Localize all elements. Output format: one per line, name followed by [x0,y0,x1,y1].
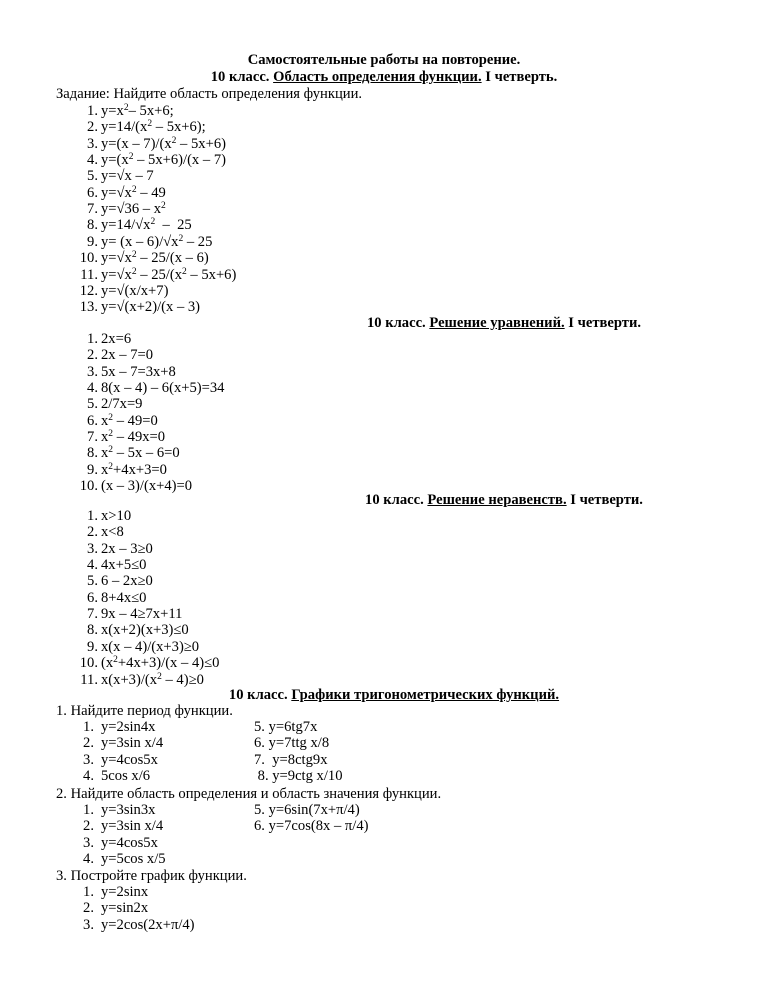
item-number: 2. [87,524,98,541]
item-expression: y=3sin3x [101,802,156,818]
item-expression-right: 7. y=8ctg9x [254,751,328,768]
item-expression: 5cos x/6 [101,768,151,785]
item-expression-right: 5. y=6tg7x [254,719,318,735]
item-expression: $(x^2+4x+3)/(x - 4)\le 0$ [101,655,220,672]
heading-prefix: 10 класс. [210,69,274,85]
item-number: 1. [87,508,98,524]
item-expression: $x^2 - 49=0$ [101,412,158,429]
item-expression: x(x – 4)/(x+3)≥0 [101,638,200,655]
item-expression: $y=(x^2 - 5x+6)/(x - 7)$ [101,152,226,169]
item-expression: 9x – 4≥7x+11 [101,606,183,623]
item-number: 9. [87,638,98,655]
item-number: 4. [87,380,98,397]
item-number: 4. [87,152,98,169]
item-number: 8. [87,217,98,234]
item-number: 10. [79,478,98,495]
item-expression: x<8 [101,524,124,541]
item-expression: y=3sin x/4 [101,818,164,835]
heading-prefix: 10 класс. [366,315,430,331]
item-number: 11. [80,266,98,283]
item-number: 7. [87,429,98,446]
item-expression: $x(x+3)/(x^2 - 4)\ge 0$ [101,671,204,688]
section-heading-domain [0,69,768,86]
item-number: 12. [79,282,98,299]
item-number: 3. [87,363,98,380]
item-number: 1. [87,331,98,347]
item-expression: y=2sin4x [101,719,156,735]
item-expression: 8(x – 4) – 6(x+5)=34 [101,380,225,397]
item-number: 6. [87,412,98,429]
item-expression: y=√(x+2)/(x – 3) [101,299,201,316]
item-number: 1. [83,802,94,818]
heading-topic: Решение уравнений. [429,315,565,331]
item-expression: x(x+2)(x+3)≤0 [101,622,189,639]
item-number: 4. [87,557,98,574]
item-expression: y=5cos x/5 [101,851,166,868]
item-number: 3. [83,916,94,933]
item-expression: y=√x – 7 [101,168,154,185]
item-expression: $x^2 - 49x=0$ [101,429,166,446]
item-expression: $y=14/(x^2 - 5x+6)$; [101,119,206,136]
item-expression: $x^2 - 5x - 6=0$ [101,445,180,462]
item-number: 3. [87,135,98,152]
document-title: Самостоятельные работы на повторение. [247,52,521,68]
heading-prefix: 10 класс. [365,492,428,508]
item-number: 3. [83,751,94,768]
heading-prefix: 10 класс. [228,687,292,703]
item-expression: $y=√x^2 - 25/(x^2 - 5x+6)$ [101,266,237,283]
item-expression: $y=√36 - x^2$ [101,201,166,218]
item-number: 1. [87,103,98,119]
item-expression: $y= (x - 6)/√x^2 - 25$ [101,233,213,250]
section-heading-inequalities [120,492,768,509]
item-number: 4. [83,851,94,868]
item-number: 9. [87,461,98,478]
trig-task-3: 3. Постройте график функции. [56,868,247,884]
heading-suffix: I четверти. [564,315,642,331]
item-number: 1. [83,884,94,900]
item-expression: 2/7x=9 [101,396,143,413]
item-number: 13. [79,299,98,316]
item-number: 11. [80,671,98,688]
item-expression: $y=√x^2 - 49$ [101,184,166,201]
item-number: 2. [83,900,94,917]
item-expression: y=3sin x/4 [101,735,164,752]
item-number: 6. [87,589,98,606]
item-expression: 2x=6 [101,331,132,347]
item-expression: 2x – 3≥0 [101,540,153,557]
trig-task-2: 2. Найдите область определения и область значения функции. [56,786,442,802]
item-expression: $y=14/√x^2 - 25$ [101,217,192,234]
item-expression: $x^2+4x+3=0$ [101,461,167,478]
item-expression: 8+4x≤0 [101,589,147,606]
item-number: 3. [87,540,98,557]
item-number: 7. [87,201,98,218]
item-number: 2. [87,119,98,136]
item-expression-right: 8. y=9ctg x/10 [254,768,343,785]
item-number: 5. [87,168,98,185]
item-number: 3. [83,834,94,851]
item-expression-right: 6. y=7ttg x/8 [254,735,330,752]
item-expression: 4x+5≤0 [101,557,147,574]
item-expression: (x – 3)/(x+4)=0 [101,478,193,495]
item-expression-right: 6. y=7cos(8x – π/4) [254,818,369,835]
heading-topic: Графики тригонометрических функций. [291,687,560,703]
item-number: 2. [83,735,94,752]
item-number: 2. [87,347,98,364]
item-expression: x>10 [101,508,132,524]
trig-task-1: 1. Найдите период функции. [56,703,233,719]
item-expression: y=4cos5x [101,834,158,851]
item-number: 8. [87,445,98,462]
item-expression: $y=(x - 7)/(x^2 - 5x+6)$ [101,135,226,152]
item-expression: y=2cos(2x+π/4) [101,916,195,933]
item-number: 4. [83,768,94,785]
section-heading-trig [10,687,768,704]
item-number: 10. [79,655,98,672]
item-expression-right: 5. y=6sin(7x+π/4) [254,802,360,818]
item-number: 5. [87,396,98,413]
heading-suffix: I четверти. [566,492,643,508]
item-expression: y=2sinx [101,884,149,900]
item-expression: $y=√x^2 - 25/(x - 6)$ [101,250,209,267]
heading-topic: Решение неравенств. [427,492,567,508]
item-expression: y=√(x/x+7) [101,282,169,299]
item-expression: y=4cos5x [101,751,158,768]
item-expression: y=sin2x [101,900,149,917]
item-number: 10. [79,250,98,267]
task-instruction: Задание: Найдите область определения функции. [56,86,363,102]
item-number: 6. [87,184,98,201]
item-expression: 6 – 2x≥0 [101,573,153,590]
item-number: 7. [87,606,98,623]
heading-suffix: I четверть. [481,69,558,85]
item-number: 9. [87,233,98,250]
item-number: 2. [83,818,94,835]
item-number: 5. [87,573,98,590]
item-number: 8. [87,622,98,639]
item-expression: $y=x^2-$ 5x+6; [101,103,174,119]
item-expression: 5x – 7=3x+8 [101,363,176,380]
heading-topic: Область определения функции. [273,69,482,85]
item-number: 1. [83,719,94,735]
section-heading-equations [120,315,768,332]
item-expression: 2x – 7=0 [101,347,154,364]
